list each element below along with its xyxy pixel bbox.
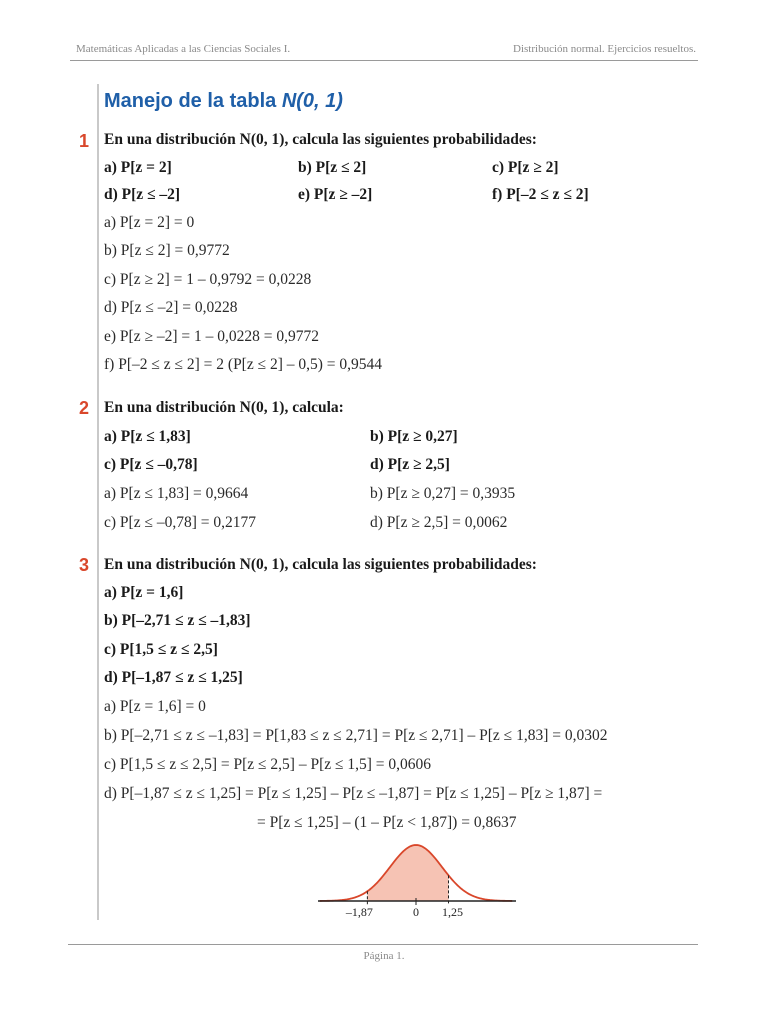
header-topic: Distribución normal. Ejercicios resueltos.	[513, 43, 696, 55]
exercise-1-statement: En una distribución N(0, 1), calcula las siguientes probabilidades:	[104, 131, 537, 148]
exercise-2-question-c: c) P[z ≤ –0,78]	[104, 456, 198, 473]
exercise-2-answer-c: c) P[z ≤ –0,78] = 0,2177	[104, 514, 256, 531]
exercise-1-question-c: c) P[z ≥ 2]	[492, 159, 559, 176]
normal-curve-figure	[318, 838, 518, 922]
page-footer: Página 1.	[363, 950, 405, 962]
footer-rule	[68, 944, 698, 945]
exercise-2-question-b: b) P[z ≥ 0,27]	[370, 428, 458, 445]
exercise-1-answer-f: f) P[–2 ≤ z ≤ 2] = 2 (P[z ≤ 2] – 0,5) = 0,9544	[104, 356, 383, 373]
exercise-2-answer-d: d) P[z ≥ 2,5] = 0,0062	[370, 514, 508, 531]
tick-label-upper: 1,25	[442, 905, 463, 919]
header-course: Matemáticas Aplicadas a las Ciencias Sociales I.	[76, 43, 291, 55]
exercise-3-answer-b: b) P[–2,71 ≤ z ≤ –1,83] = P[1,83 ≤ z ≤ 2,71] = P[z ≤ 2,71] – P[z ≤ 1,83] = 0,0302	[104, 727, 608, 744]
exercise-2-number: 2	[79, 398, 90, 418]
exercise-3-question-c: c) P[1,5 ≤ z ≤ 2,5]	[104, 641, 218, 658]
tick-label-lower: –1,87	[345, 905, 373, 919]
exercise-2-question-d: d) P[z ≥ 2,5]	[370, 456, 450, 473]
exercise-3-number: 3	[79, 555, 90, 575]
exercise-3-question-b: b) P[–2,71 ≤ z ≤ –1,83]	[104, 612, 251, 629]
exercise-2-answer-a: a) P[z ≤ 1,83] = 0,9664	[104, 485, 249, 502]
exercise-1-question-d: d) P[z ≤ –2]	[104, 186, 181, 203]
exercise-3-answer-c: c) P[1,5 ≤ z ≤ 2,5] = P[z ≤ 2,5] – P[z ≤ 1,5] = 0,0606	[104, 756, 432, 773]
exercise-1-number: 1	[79, 131, 90, 151]
exercise-3-answer-d-continued: = P[z ≤ 1,25] – (1 – P[z < 1,87]) = 0,8637	[257, 814, 517, 831]
exercise-1-answer-e: e) P[z ≥ –2] = 1 – 0,0228 = 0,9772	[104, 328, 319, 345]
exercise-1-question-f: f) P[–2 ≤ z ≤ 2]	[492, 186, 589, 203]
exercise-2-answer-b: b) P[z ≥ 0,27] = 0,3935	[370, 485, 516, 502]
exercise-3-question-d: d) P[–1,87 ≤ z ≤ 1,25]	[104, 669, 243, 686]
exercise-2-question-a: a) P[z ≤ 1,83]	[104, 428, 191, 445]
exercise-2-statement: En una distribución N(0, 1), calcula:	[104, 399, 344, 416]
page-header	[70, 42, 698, 61]
exercise-3-answer-d: d) P[–1,87 ≤ z ≤ 1,25] = P[z ≤ 1,25] – P[z ≤ –1,87] = P[z ≤ 1,25] – P[z ≥ 1,87] =	[104, 785, 603, 802]
exercise-1-question-a: a) P[z = 2]	[104, 159, 172, 176]
exercise-1-answer-c: c) P[z ≥ 2] = 1 – 0,9792 = 0,0228	[104, 271, 312, 288]
exercise-1-question-b: b) P[z ≤ 2]	[298, 159, 367, 176]
section-title-text: Manejo de la tabla	[104, 90, 282, 112]
exercise-3-answer-a: a) P[z = 1,6] = 0	[104, 698, 206, 715]
exercise-1-answer-a: a) P[z = 2] = 0	[104, 214, 195, 231]
shaded-area	[367, 845, 448, 901]
section-title-math: N(0, 1)	[281, 90, 343, 112]
tick-label-zero: 0	[413, 905, 419, 919]
exercise-1-answer-b: b) P[z ≤ 2] = 0,9772	[104, 242, 230, 259]
exercise-1-question-e: e) P[z ≥ –2]	[298, 186, 373, 203]
section-title	[104, 90, 343, 113]
exercise-3-statement: En una distribución N(0, 1), calcula las siguientes probabilidades:	[104, 556, 537, 573]
exercise-1-answer-d: d) P[z ≤ –2] = 0,0228	[104, 299, 238, 316]
exercise-3-question-a: a) P[z = 1,6]	[104, 584, 184, 601]
margin-rule	[97, 84, 99, 920]
